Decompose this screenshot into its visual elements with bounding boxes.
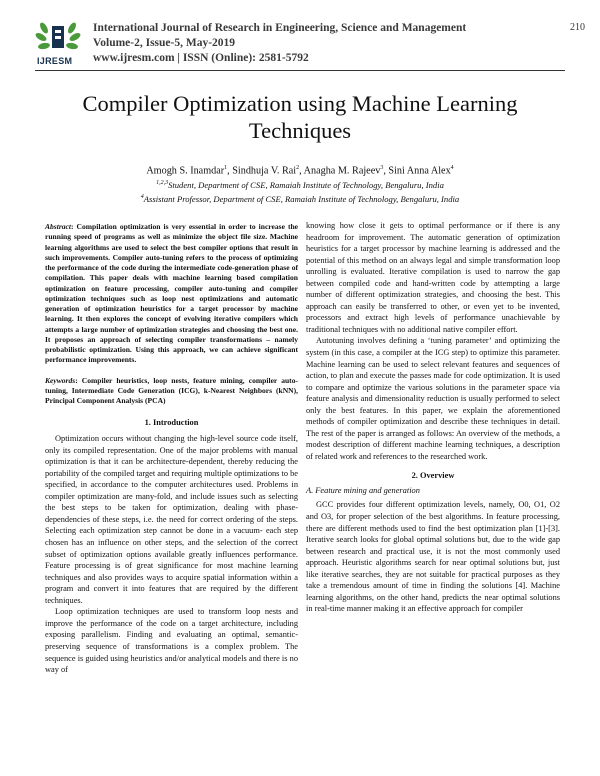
author-4: Sini Anna Alex [388,165,451,177]
keywords-label: Keywords [45,375,76,385]
right-paragraph-1: knowing how close it gets to optimal performance or if there is any headroom for improvement. The automatic generation of optimization heuristics for a target processor by machine learning is addressed and the potential of this method on an always legal and simple transformation loop unrolling is evaluated. Iterative compilation is used to narrow the gap between compiled code and hand-written code by attempting a large number of different optimization strategies, and choosing the best. This approach can easily be transferred to other, or even yet to be invented, processors and extract high levels of performance unachievable by traditional techniques with no additional native compiler effort. [306,221,560,334]
spacer [306,462,560,471]
laurel-icon [35,20,81,56]
keywords [45,376,298,407]
keywords-text: : Compiler heuristics, loop nests, feature mining, compiler auto-tuning, Intermediate Code Generation (ICG), k-Nearest Neighbors (kNN), Principal Component Analysis (PCA) [45,375,298,405]
section-heading-introduction: 1. Introduction [144,418,199,428]
subsection-heading-feature-mining: A. Feature mining and generation [306,486,420,496]
page-number: 210 [570,22,585,33]
paper-title [40,90,560,144]
title-line-2: Techniques [248,118,352,143]
abstract [45,222,298,366]
abstract-text: : Compilation optimization is very essential in order to increase the running speed of programs as well as minimize the object file size. Machine learning algorithms are used to select the best compiler options that result in such improvements. Compiler auto-tuning refers to the process of optimizing the performance of the code during the intermediate code-generation phase of compilation. This paper deals with machine learning based compilation optimization on feature processing, compiler auto-tuning and compiler optimization techniques such as loop nest optimizations and automatic generation of optimization heuristics for a target processor by machine learning. It then explores the concept of evolving iterative compilers which attempts a large number of optimization strategies and choosing the best one. It proposes an approach of selecting compiler transformations – namely probabilistic optimization. Using this approach, we can achieve significant performance improvements. [45,222,298,365]
journal-logo [35,20,81,70]
intro-paragraph-2: Loop optimization techniques are used to transform loop nests and improve the performance of the code on a target architecture, including exposing parallelism. Finding and evaluating an optimal, semantic-preserving sequence of transformations is a complex problem. The sequence is guided using heuristics and/or analytical models and there is no way of [45,607,298,675]
intro-paragraph-1: Optimization occurs without changing the high-level source code itself, only its compiled representation. One of the major problems with manual optimization is that it can be architecture-dependent, thereby reducing the portability of the compiled target and requiring multiple optimizations to be specified, in accordance to the computer architectures used. Problems in compiler optimization are many-fold, and include issues such as selecting the best steps to be taken for optimization, dealing with phase-dependencies of these steps, i.e. the need for correct ordering of the steps. Selecting each optimization step cannot be done in a vacuum- each step chosen has an influence on other steps, and the selection of the correct subset of optimization options available greatly influences performance. Feature processing is of great significance for most machine learning techniques and also provides ways to acquire spatial information within a program and convert it into features that are required by the different techniques. [45,434,298,605]
journal-info [93,21,466,66]
left-column [45,222,298,676]
journal-volume: Volume-2, Issue-5, May-2019 [93,37,236,49]
right-paragraph-2: Autotuning involves defining a ‘tuning parameter’ and optimizing the system (in this case, a compiler at the ICG step) to optimize this parameter. Machine learning can be used to select relevant features and sequences of action, to plan and execute the passes made for code optimization. It is used to compare and optimize the various solutions in the parameter space via feature analysis and dimensionality reduction is usually performed to select only the best features. In this paper, we explain the aforementioned methods of compiler optimization and describe these techniques in detail. The rest of the paper is arranged as follows: An overview of the methods, a modest description of different machine learning techniques, a description of related work and references to the researched work. [306,336,560,461]
affiliation-2: $^4$Assistant Professor, Department of CSE, Ramaiah Institute of Technology, Bengaluru, India [140,194,460,205]
author-block [40,162,560,205]
title-line-1: Compiler Optimization using Machine Learning [82,91,518,116]
author-2: Sindhuja V. Rai [232,165,297,177]
author-3: Anagha M. Rajeev [303,165,381,177]
abstract-label: Abstract [45,222,71,231]
journal-header [35,20,595,70]
overview-paragraph-1: GCC provides four different optimization levels, namely, O0, O1, O2 and O3, for proper selection of the best algorithms. In feature processing, there are different methods used to find the best optimization plan [1]-[3]. Iterative search looks for global optimal solutions but, due to the wide gap between research and practical use, it is not the most commonly used approach. Heuristic algorithms search for near optimal solutions but, just like iterative searches, they are not suitable for practical purposes as they take a tremendous amount of time in finding the solutions [4]. Machine learning algorithms, on the other hand, predicts the near optimal solutions in real-time manner making it an effective approach for compiler [306,500,560,614]
author-names: Amogh S. Inamdar$^1$, Sindhuja V. Rai$^2$, Anagha M. Rajeev$^3$, Sini Anna Alex$^4$ [146,165,454,177]
author-1: Amogh S. Inamdar [146,165,225,177]
journal-name: International Journal of Research in Engineering, Science and Management [93,22,467,34]
section-heading-overview: 2. Overview [411,471,455,481]
header-rule [35,70,565,71]
affiliation-1: $^{1,2,3}$Student, Department of CSE, Ramaiah Institute of Technology, Bengaluru, India [156,180,444,191]
logo-text: IJRESM [37,56,73,66]
right-column [306,220,560,615]
journal-website[interactable]: www.ijresm.com | ISSN (Online): 2581-5792 [93,52,309,64]
